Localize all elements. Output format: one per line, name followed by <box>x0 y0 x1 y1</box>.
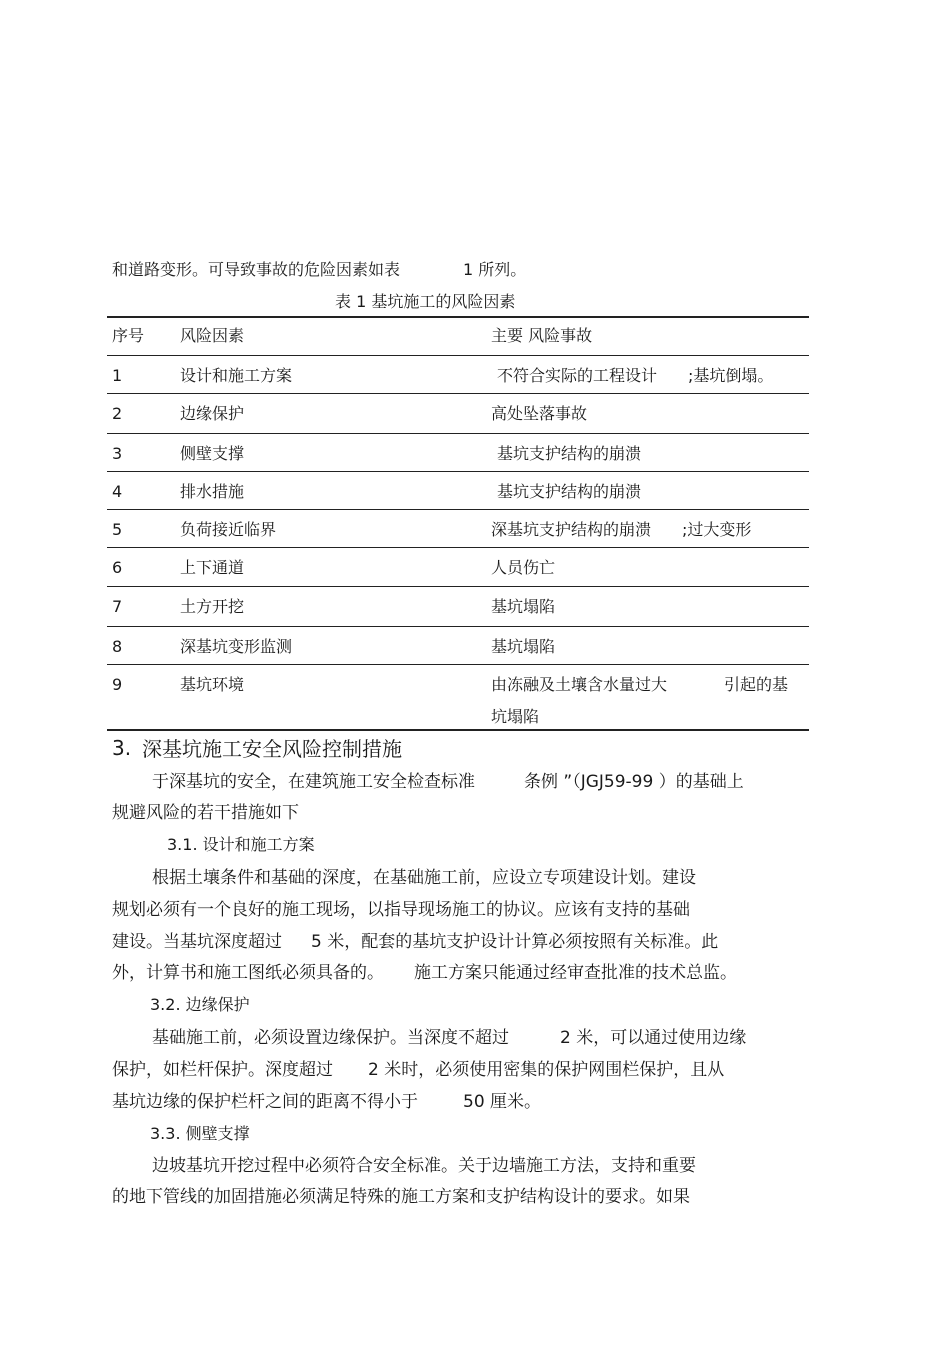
paragraph-line-tail: 条例 ”（JGJ59-99 ）的基础上 <box>524 772 744 792</box>
table-cell-no: 7 <box>112 597 123 616</box>
paragraph-line: 于深基坑的安全，在建筑施工安全检查标准 <box>152 772 475 792</box>
table-cell-factor: 边缘保护 <box>180 404 245 423</box>
table-cell-accident: 基坑支护结构的崩溃 <box>497 444 642 463</box>
table-cell-accident-tail: 引起的基 <box>724 675 789 694</box>
table-cell-accident-tail: ;过大变形 <box>682 520 752 539</box>
table-cell-factor: 负荷接近临界 <box>180 520 277 539</box>
table-header-no: 序号 <box>112 326 145 345</box>
paragraph-line-tail: 2 米时，必须使用密集的保护网围栏保护，且从 <box>368 1060 725 1080</box>
paragraph-line: 规划必须有一个良好的施工现场，以指导现场施工的协议。应该有支持的基础 <box>112 900 690 920</box>
table-cell-factor: 设计和施工方案 <box>180 366 293 385</box>
subsection-heading: 3.2. 边缘保护 <box>150 995 250 1014</box>
table-rule <box>107 509 809 510</box>
table-cell-no: 6 <box>112 558 123 577</box>
table-cell-no: 9 <box>112 675 123 694</box>
table-rule <box>107 626 809 627</box>
subsection-heading: 3.3. 侧壁支撑 <box>150 1124 250 1143</box>
paragraph-line-tail: 施工方案只能通过经审查批准的技术总监。 <box>414 963 737 983</box>
table-rule <box>107 586 809 587</box>
table-header-accident: 主要 风险事故 <box>491 326 593 345</box>
paragraph-line: 根据土壤条件和基础的深度，在基础施工前，应设立专项建设计划。建设 <box>152 868 696 888</box>
table-caption: 表 1 基坑施工的风险因素 <box>335 292 516 311</box>
section-heading: 深基坑施工安全风险控制措施 <box>142 737 402 761</box>
table-cell-accident: 不符合实际的工程设计 <box>497 366 658 385</box>
intro-text: 和道路变形。可导致事故的危险因素如表 <box>112 260 401 279</box>
table-cell-accident: 基坑支护结构的崩溃 <box>497 482 642 501</box>
table-top-rule <box>107 316 809 318</box>
paragraph-line: 建设。当基坑深度超过 <box>112 932 282 952</box>
table-bottom-rule <box>107 729 809 731</box>
table-cell-factor: 基坑环境 <box>180 675 245 694</box>
table-cell-no: 2 <box>112 404 123 423</box>
table-cell-factor: 侧壁支撑 <box>180 444 245 463</box>
table-cell-factor: 土方开挖 <box>180 597 245 616</box>
paragraph-line: 基坑边缘的保护栏杆之间的距离不得小于 <box>112 1092 418 1112</box>
table-rule <box>107 433 809 434</box>
table-cell-no: 1 <box>112 366 123 385</box>
paragraph-line: 规避风险的若干措施如下 <box>112 803 299 823</box>
table-header-factor: 风险因素 <box>180 326 245 345</box>
table-cell-factor: 上下通道 <box>180 558 245 577</box>
table-cell-accident: 基坑塌陷 <box>491 597 556 616</box>
table-cell-factor: 排水措施 <box>180 482 245 501</box>
paragraph-line: 边坡基坑开挖过程中必须符合安全标准。关于边墙施工方法，支持和重要 <box>152 1156 696 1176</box>
paragraph-line: 外，计算书和施工图纸必须具备的。 <box>112 963 384 983</box>
paragraph-line-tail: 50 厘米。 <box>463 1092 542 1112</box>
paragraph-line: 基础施工前，必须设置边缘保护。当深度不超过 <box>152 1028 509 1048</box>
table-cell-accident-wrap: 坑塌陷 <box>491 707 540 726</box>
table-cell-no: 4 <box>112 482 123 501</box>
table-rule <box>107 471 809 472</box>
table-cell-accident: 人员伤亡 <box>491 558 556 577</box>
table-rule <box>107 355 809 356</box>
paragraph-line-tail: 5 米，配套的基坑支护设计计算必须按照有关标准。此 <box>311 932 719 952</box>
paragraph-line-tail: 2 米，可以通过使用边缘 <box>560 1028 747 1048</box>
table-cell-no: 8 <box>112 637 123 656</box>
table-rule <box>107 664 809 665</box>
paragraph-line: 保护，如栏杆保护。深度超过 <box>112 1060 333 1080</box>
table-cell-accident-tail: ;基坑倒塌。 <box>688 366 774 385</box>
table-cell-accident: 深基坑支护结构的崩溃 <box>491 520 652 539</box>
table-cell-accident: 由冻融及土壤含水量过大 <box>491 675 668 694</box>
paragraph-line: 的地下管线的加固措施必须满足特殊的施工方案和支护结构设计的要求。如果 <box>112 1187 690 1207</box>
subsection-heading: 3.1. 设计和施工方案 <box>167 835 315 854</box>
table-cell-factor: 深基坑变形监测 <box>180 637 293 656</box>
intro-text-tail: 1 所列。 <box>463 260 527 279</box>
section-number: 3. <box>112 736 132 760</box>
table-cell-no: 3 <box>112 444 123 463</box>
table-cell-no: 5 <box>112 520 123 539</box>
table-cell-accident: 高处坠落事故 <box>491 404 588 423</box>
table-rule <box>107 547 809 548</box>
table-rule <box>107 393 809 394</box>
table-cell-accident: 基坑塌陷 <box>491 637 556 656</box>
